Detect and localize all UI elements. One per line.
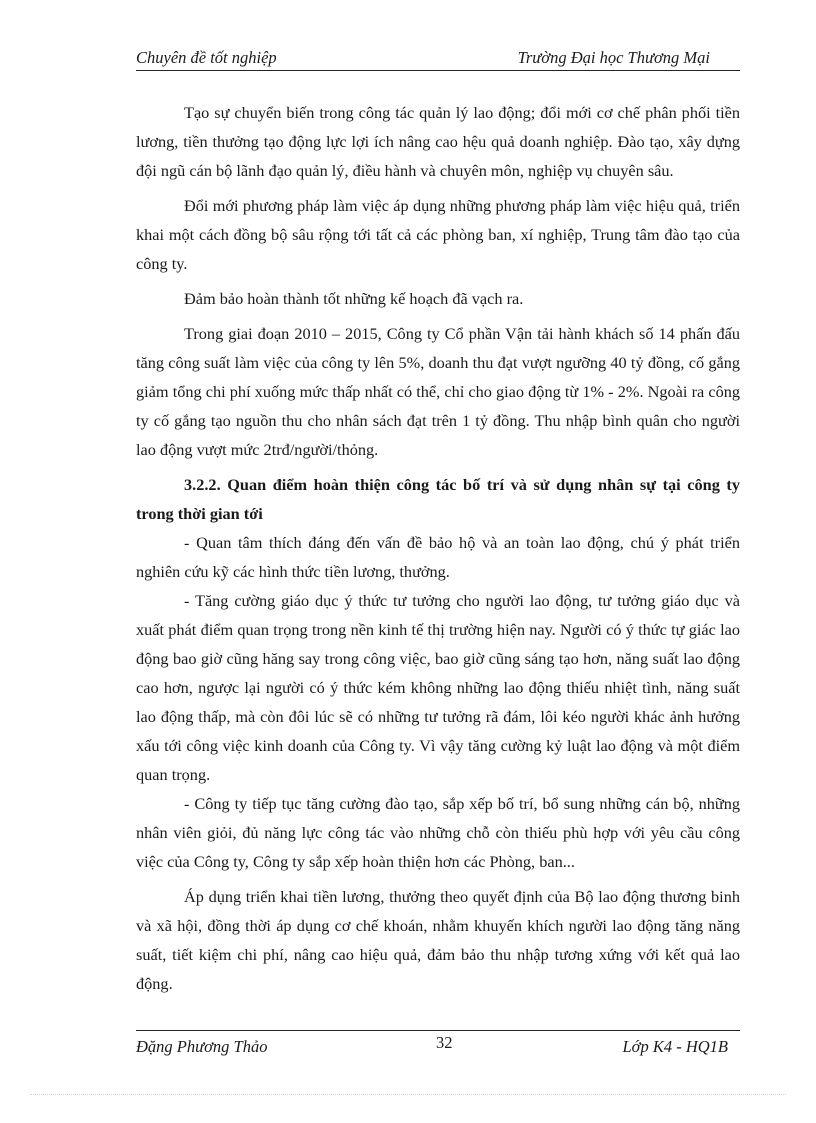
- paragraph: Trong giai đoạn 2010 – 2015, Công ty Cổ phần Vận tải hành khách số 14 phấn đấu tăng công suất làm việc của công ty lên 5%, doanh thu đạt vượt ngưỡng 40 tỷ đồng, cố gắng giảm tổng chi phí xuống mức thấp nhất có thể, chỉ cho giao động từ 1% - 2%. Ngoài ra công ty cố gắng tạo nguồn thu cho nhân sách đạt trên 1 tỷ đồng. Thu nhập bình quân cho người lao động vượt mức 2trđ/người/thỏng.: [136, 324, 740, 459]
- footer-author: Đặng Phương Thảo: [136, 1037, 268, 1056]
- document-body: [136, 98, 740, 1004]
- paragraph: Áp dụng triển khai tiền lương, thưởng theo quyết định của Bộ lao động thương binh và xã hội, đồng thời áp dụng cơ chế khoán, nhằm khuyến khích người lao động tăng năng suất, tiết kiệm chi phí, nâng cao hiệu quả, đảm bảo thu nhập tương xứng với kết quả lao động.: [136, 887, 740, 993]
- page-edge-divider: [30, 1094, 786, 1095]
- paragraph: Đảm bảo hoàn thành tốt những kế hoạch đã vạch ra.: [184, 289, 524, 308]
- paragraph: Tạo sự chuyển biến trong công tác quản lý lao động; đổi mới cơ chế phân phối tiền lương, tiền thưởng tạo động lực lợi ích nâng cao hệu quả doanh nghiệp. Đào tạo, xây dựng đội ngũ cán bộ lãnh đạo quản lý, điều hành và chuyên môn, nghiệp vụ chuyên sâu.: [136, 103, 740, 180]
- footer-class: Lớp K4 - HQ1B: [622, 1037, 728, 1056]
- section-heading: 3.2.2. Quan điểm hoàn thiện công tác bố trí và sử dụng nhân sự tại công ty trong thời gian tới: [136, 475, 740, 523]
- paragraph: - Công ty tiếp tục tăng cường đào tạo, sắp xếp bố trí, bổ sung những cán bộ, những nhân viên giỏi, đủ năng lực công tác vào những chỗ còn thiếu phù hợp với yêu cầu công việc của Công ty, Công ty sắp xếp hoàn thiện hơn các Phòng, ban...: [136, 794, 740, 871]
- paragraph: - Quan tâm thích đáng đến vấn đề bảo hộ và an toàn lao động, chú ý phát triển nghiên cứu kỹ các hình thức tiền lương, thưởng.: [136, 533, 740, 581]
- paragraph: Đổi mới phương pháp làm việc áp dụng những phương pháp làm việc hiệu quả, triển khai một cách đồng bộ sâu rộng tới tất cả các phòng ban, xí nghiệp, Trung tâm đào tạo của công ty.: [136, 196, 740, 273]
- page-number: 32: [436, 1033, 453, 1052]
- page-header: [136, 48, 740, 71]
- page-footer: [136, 1030, 740, 1055]
- header-university: Trường Đại học Thương Mại: [517, 48, 710, 67]
- paragraph: - Tăng cường giáo dục ý thức tư tưởng cho người lao động, tư tưởng giáo dục và xuất phát điểm quan trọng trong nền kinh tế thị trường hiện nay. Người có ý thức tự giác lao động bao giờ cũng hăng say trong công việc, bao giờ cũng sáng tạo hơn, năng suất lao động cao hơn, ngược lại người có ý thức kém không những lao động thiếu nhiệt tình, năng suất lao động thấp, mà còn đôi lúc sẽ có những tư tưởng rã đám, lôi kéo người khác ảnh hưởng xấu tới công việc kinh doanh của Công ty. Vì vậy tăng cường kỷ luật lao động và một điểm quan trọng.: [136, 591, 740, 784]
- header-document-title: Chuyên đề tốt nghiệp: [136, 48, 277, 67]
